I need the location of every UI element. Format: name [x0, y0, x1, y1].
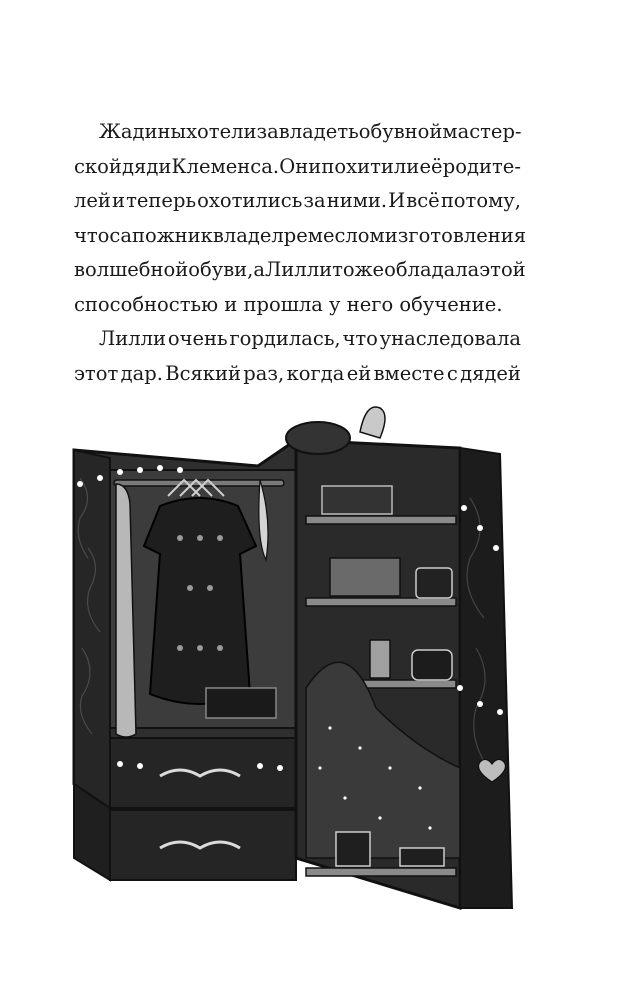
word: обуви, — [188, 258, 254, 281]
word: Всякий — [165, 361, 241, 385]
word: И — [388, 189, 406, 212]
word: Клеменса. — [171, 154, 280, 178]
word: Жадины — [99, 120, 187, 143]
paragraph1-line — [74, 184, 521, 219]
word: когда — [286, 361, 345, 385]
paragraph1-line — [74, 150, 521, 185]
word: теперь — [126, 189, 197, 212]
book-stack — [322, 486, 392, 514]
plant-pot — [336, 832, 370, 866]
paragraph1-line — [74, 288, 521, 323]
word: ей — [346, 361, 372, 385]
word: дар. — [120, 361, 163, 385]
shelf-2 — [306, 598, 456, 606]
paragraph1-line — [74, 115, 521, 150]
word: унаследовала — [379, 327, 521, 350]
paragraph1-line — [74, 219, 527, 254]
word: очень — [167, 327, 228, 350]
word: вместе — [373, 361, 445, 385]
word: владел — [212, 223, 284, 247]
right-door-edge — [460, 448, 512, 908]
word: что — [74, 223, 110, 247]
word: сапожник — [109, 223, 213, 247]
word: дяди — [122, 154, 172, 178]
word: ской — [74, 154, 122, 178]
word: этой — [479, 258, 526, 281]
paragraph2-line — [74, 357, 521, 392]
word: обладала — [384, 258, 480, 281]
word: Лилли — [99, 327, 167, 350]
word: ремеслом — [283, 223, 385, 247]
word: и — [112, 189, 126, 212]
word: потому, — [440, 189, 521, 212]
bottle — [370, 640, 390, 678]
word: всё — [406, 189, 440, 212]
word: с — [446, 361, 458, 385]
word: способностью и прошла у него обучение. — [74, 292, 503, 316]
word: хотели — [186, 120, 257, 143]
word: этот — [74, 361, 119, 385]
word: дядей — [460, 361, 521, 385]
wardrobe-illustration — [60, 388, 530, 928]
round-box — [412, 650, 452, 680]
left-side-panel — [74, 450, 110, 808]
word: похитили — [321, 154, 420, 178]
paragraph-1 — [74, 115, 527, 322]
small-tray — [400, 848, 444, 866]
shelf-1 — [306, 516, 456, 524]
word: мастер- — [442, 120, 522, 143]
paragraph1-line — [74, 253, 526, 288]
paragraph2-line — [74, 322, 521, 357]
boot-on-top — [360, 407, 385, 438]
small-box — [206, 688, 276, 718]
word: гордилась, — [229, 327, 341, 350]
word: Они — [279, 154, 322, 178]
word: охотились — [197, 189, 303, 212]
word: что — [342, 327, 378, 350]
word: раз, — [243, 361, 285, 385]
jar — [416, 568, 452, 598]
word: за — [303, 189, 326, 212]
word: ними. — [326, 189, 388, 212]
dress — [144, 498, 256, 704]
word: лей — [74, 189, 111, 212]
word: а — [253, 258, 266, 281]
word: обувной — [358, 120, 443, 143]
sweater-stack — [330, 558, 400, 596]
word: тоже — [332, 258, 385, 281]
word: её — [419, 154, 443, 178]
word: Лилли — [265, 258, 333, 281]
shelf-bottom — [306, 868, 456, 876]
hat — [286, 422, 350, 454]
word: изготовления — [384, 223, 527, 247]
body-text — [74, 115, 527, 391]
paragraph-2 — [74, 322, 521, 391]
word: волшебной — [74, 258, 189, 281]
word: завладеть — [256, 120, 359, 143]
word: родите- — [442, 154, 521, 178]
